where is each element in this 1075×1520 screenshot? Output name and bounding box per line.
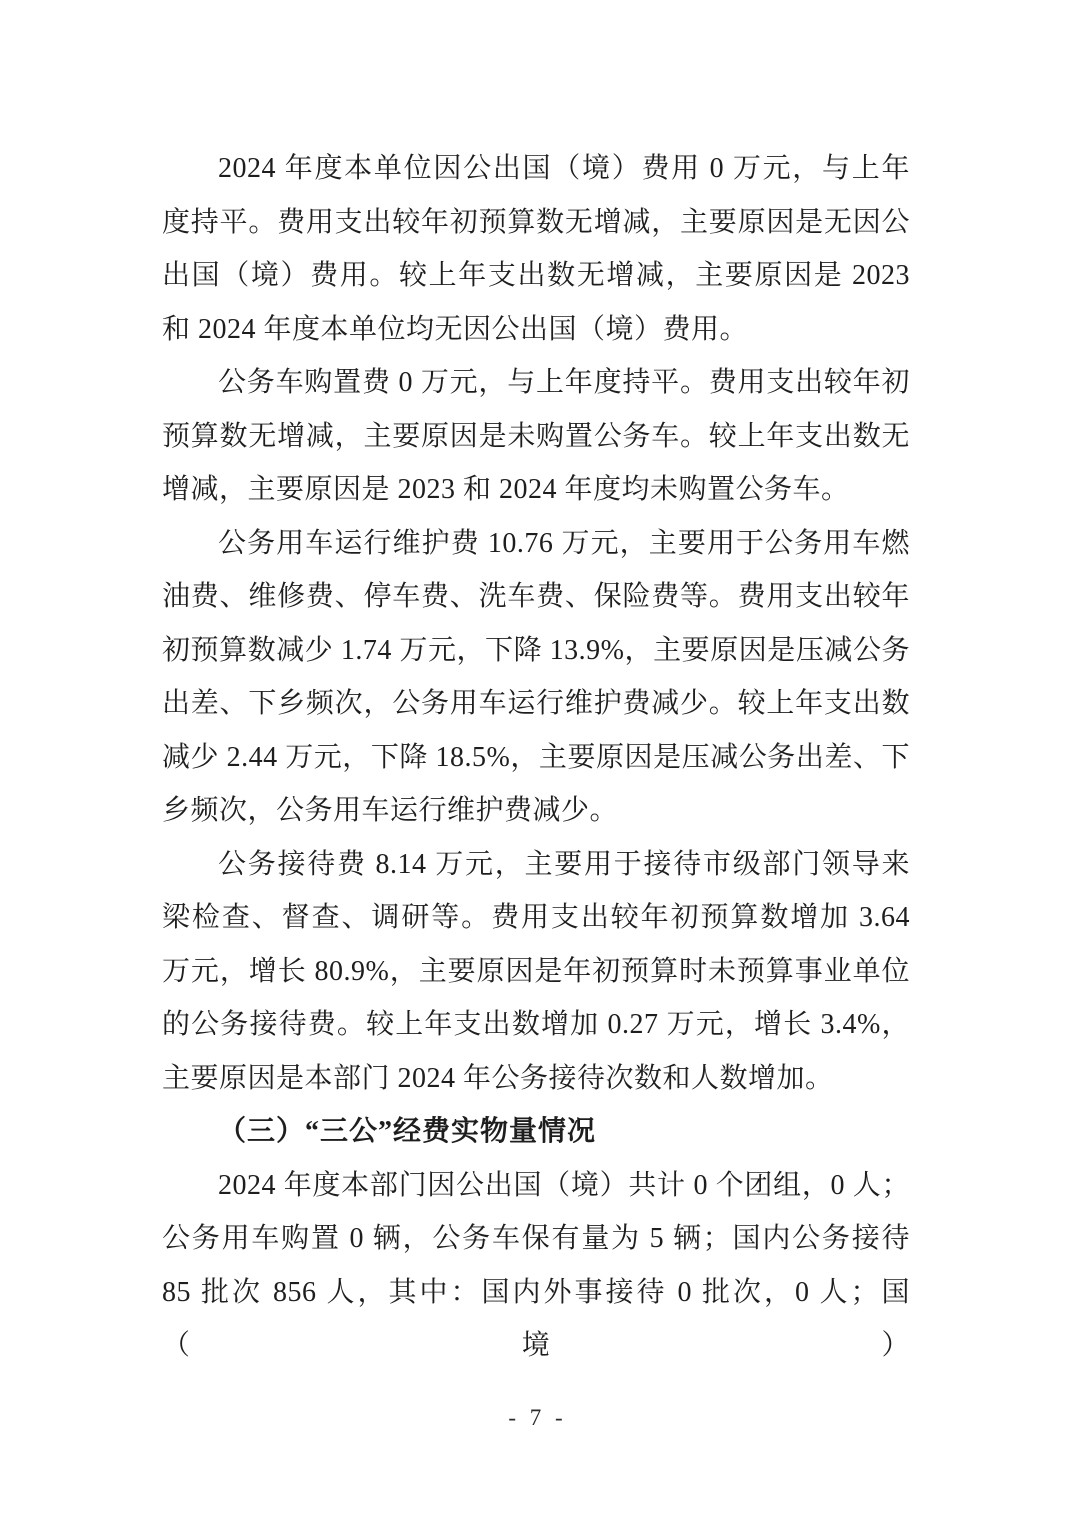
paragraph-vehicle-purchase-expense: 公务车购置费 0 万元，与上年度持平。费用支出较年初预算数无增减，主要原因是未购置公务车。较上年支出数无增减，主要原因是 2023 和 2024 年度均未购置公务车。 (162, 367, 910, 505)
paragraph-vehicle-operation-expense: 公务用车运行维护费 10.76 万元，主要用于公务用车燃油费、维修费、停车费、洗车费、保险费等。费用支出较年初预算数减少 1.74 万元，下降 13.9%，主要原因是压减公务出差、下乡频次，公务用车运行维护费减少。较上年支出数减少 2.44 万元，下降 18.5%，主要原因是压减公务出差、下乡频次，公务用车运行维护费减少。 (162, 527, 910, 826)
paragraph-physical-quantity-stats: 2024 年度本部门因公出国（境）共计 0 个团组，0 人；公务用车购置 0 辆，公务车保有量为 5 辆；国内公务接待 85 批次 856 人，其中：国内外事接待 0 批次，0 人；国（境） (162, 1169, 910, 1361)
page-number: - 7 - (508, 1405, 567, 1430)
section-heading-three-public-expenses-quantity: （三）“三公”经费实物量情况 (218, 1116, 597, 1147)
paragraph-official-reception-expense: 公务接待费 8.14 万元，主要用于接待市级部门领导来梁检查、督查、调研等。费用支出较年初预算数增加 3.64 万元，增长 80.9%，主要原因是年初预算时未预算事业单位的公务接待费。较上年支出数增加 0.27 万元，增长 3.4%，主要原因是本部门 2024 年公务接待次数和人数增加。 (162, 848, 910, 1094)
paragraph-outbound-travel-expense: 2024 年度本单位因公出国（境）费用 0 万元，与上年度持平。费用支出较年初预算数无增减，主要原因是无因公出国（境）费用。较上年支出数无增减，主要原因是 2023 和 2024 年度本单位均无因公出国（境）费用。 (162, 153, 910, 345)
page-footer (0, 1402, 1075, 1434)
document-body (162, 142, 910, 1373)
